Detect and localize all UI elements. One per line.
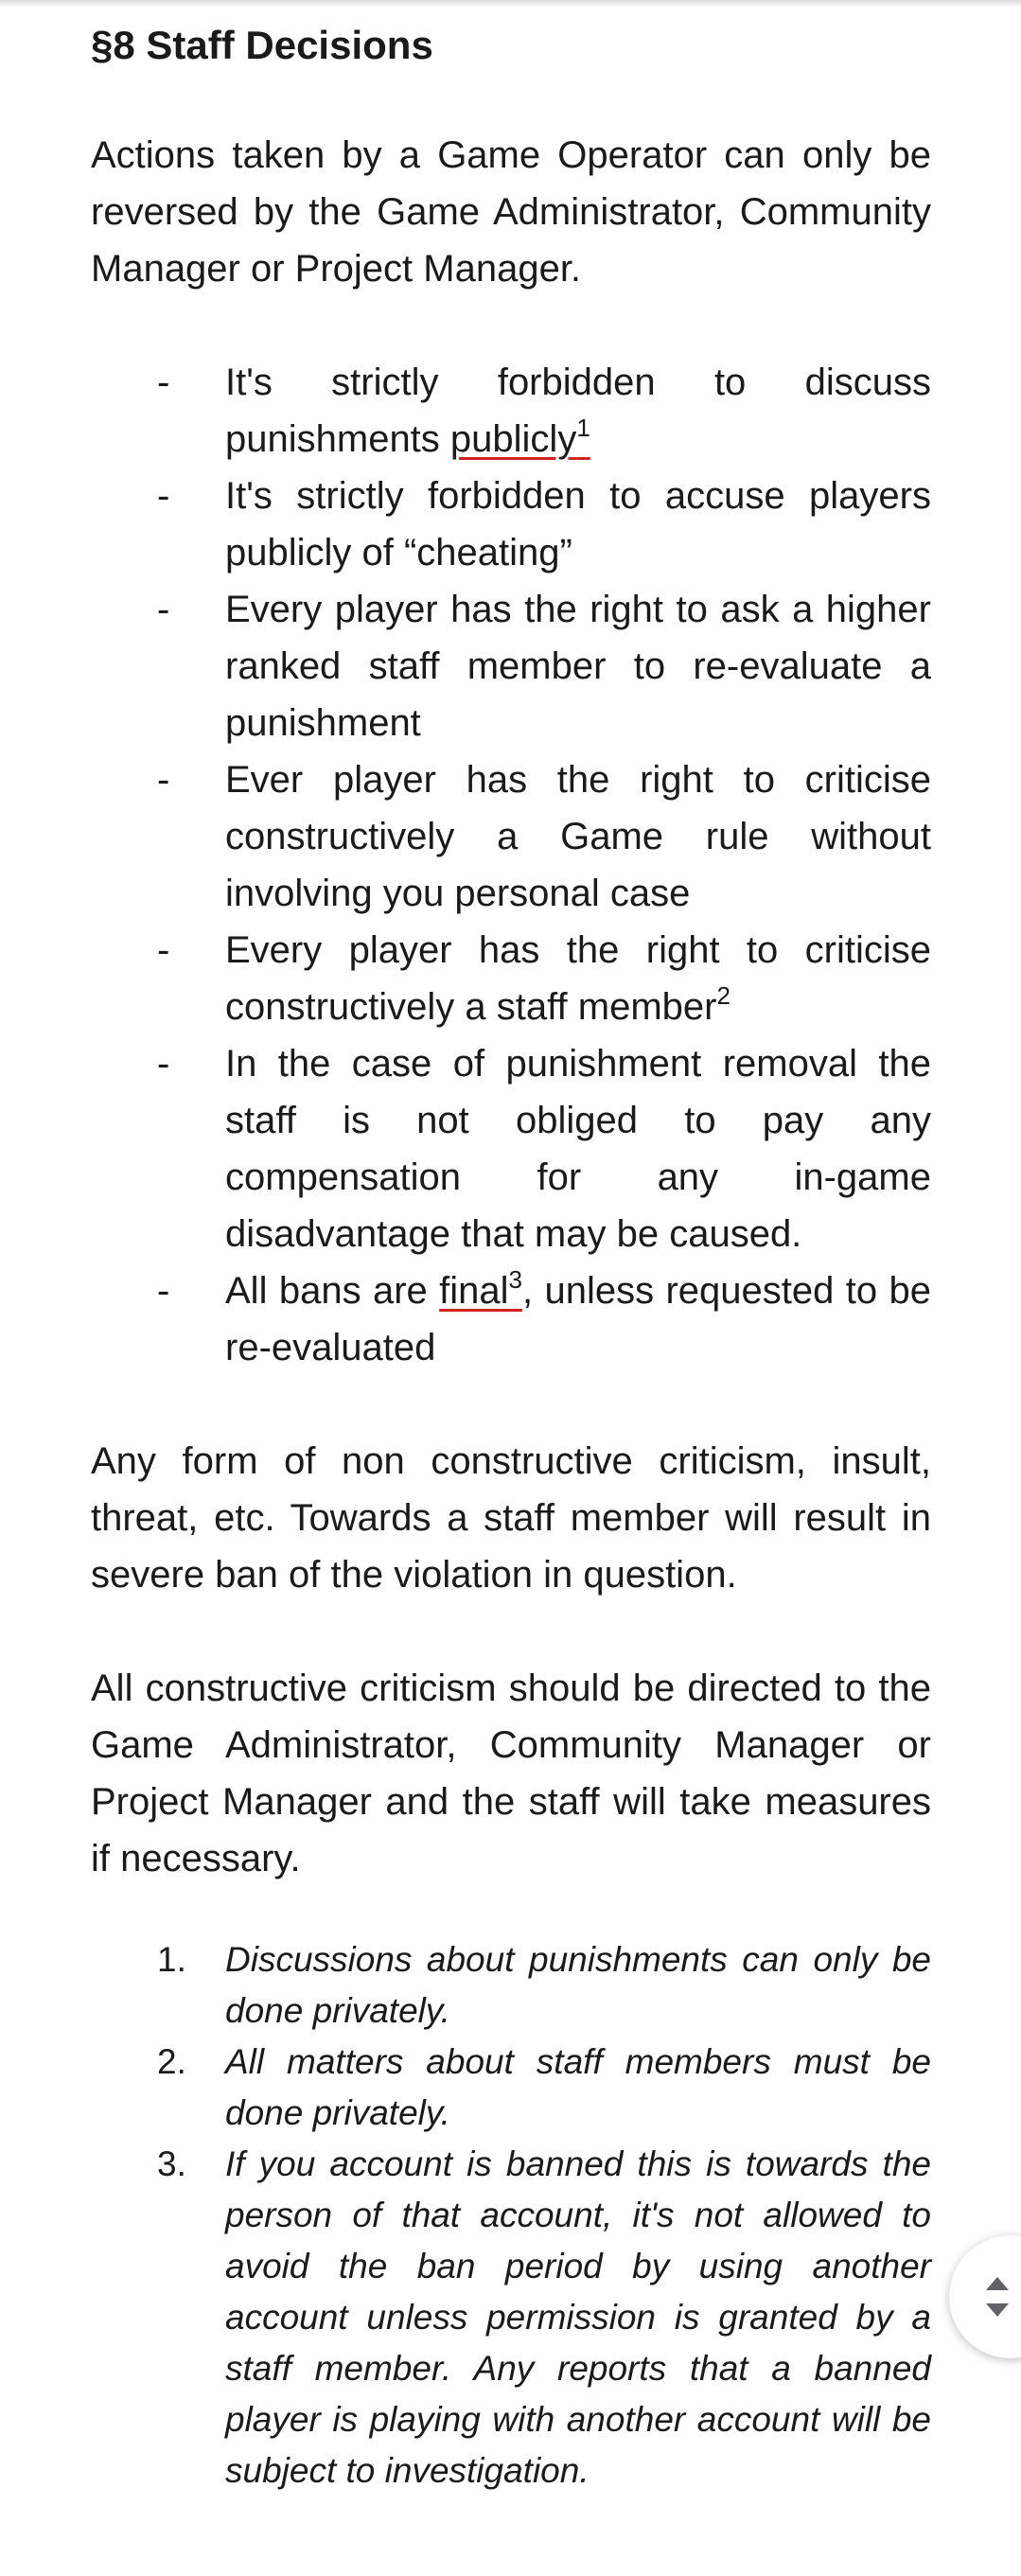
rule-text: Ever player has the right to criticise constructively a Game rule without involving you personal case [225, 759, 931, 914]
footnote-item [91, 1934, 931, 2037]
footnotes-list [91, 1934, 931, 2497]
list-item [91, 468, 931, 581]
list-item [91, 1035, 931, 1262]
footnote-ref: 2 [716, 981, 731, 1010]
bullet-dash: - [157, 589, 170, 630]
list-item [91, 1262, 931, 1376]
rule-text: It's strictly forbidden to discuss punishments [225, 362, 931, 460]
footnote-ref: 1 [576, 414, 590, 442]
top-edge-shadow [0, 0, 1021, 8]
footnote-item [91, 2139, 931, 2497]
fast-scroll-button[interactable] [949, 2235, 1021, 2358]
bullet-dash: - [157, 1043, 170, 1085]
footnote-text: All matters about staff members must be done privately. [225, 2042, 931, 2132]
list-item [91, 922, 931, 1035]
footnote-text: Discussions about punishments can only be done privately. [225, 1940, 931, 2030]
list-item [91, 581, 931, 751]
footnote-number: 2. [157, 2042, 186, 2081]
up-down-arrows-icon [983, 2273, 1012, 2320]
footnote-ref: 3 [508, 1265, 522, 1294]
footnote-link-publicly[interactable] [449, 414, 590, 460]
intro-paragraph: Actions taken by a Game Operator can only be reversed by the Game Administrator, Community Manager or Project Manager. [91, 134, 931, 290]
rules-list [91, 354, 931, 1376]
rule-text: Every player has the right to criticise constructively a staff member [225, 929, 931, 1028]
document-page [91, 19, 931, 2497]
rule-text: It's strictly forbidden to accuse players publicly of “cheating” [225, 475, 931, 573]
rule-text: All bans are [225, 1270, 440, 1312]
footnote-item [91, 2037, 931, 2139]
bullet-dash: - [157, 475, 170, 517]
insult-paragraph: Any form of non constructive criticism, insult, threat, etc. Towards a staff member will result in severe ban of the violation in question. [91, 1440, 931, 1596]
rule-text: Every player has the right to ask a higher ranked staff member to re-evaluate a punishment [225, 589, 931, 744]
bullet-dash: - [157, 929, 170, 971]
footnote-text: If you account is banned this is towards the person of that account, it's not allowed to avoid the ban period by using another account unless permission is granted by a staff member. Any reports that a banned player is playing with another account will be subject to investigation. [225, 2144, 931, 2490]
rule-text: , unless requested to be re-evaluated [225, 1270, 932, 1368]
list-item [91, 751, 931, 922]
footnote-number: 1. [157, 1940, 186, 1979]
list-item [91, 354, 931, 468]
section-title: §8 Staff Decisions [91, 23, 433, 67]
link-text: final [439, 1270, 509, 1312]
footnote-link-final[interactable] [439, 1265, 522, 1312]
bullet-dash: - [157, 362, 170, 403]
bullet-dash: - [157, 759, 170, 801]
bullet-dash: - [157, 1270, 170, 1312]
rule-text: In the case of punishment removal the staff is not obliged to pay any compensation for any in-game disadvantage that may be caused. [225, 1043, 931, 1255]
criticism-paragraph: All constructive criticism should be directed to the Game Administrator, Community Manager or Project Manager and the staff will take measures if necessary. [91, 1667, 931, 1879]
link-text: publicly [449, 418, 577, 460]
footnote-number: 3. [157, 2144, 186, 2183]
